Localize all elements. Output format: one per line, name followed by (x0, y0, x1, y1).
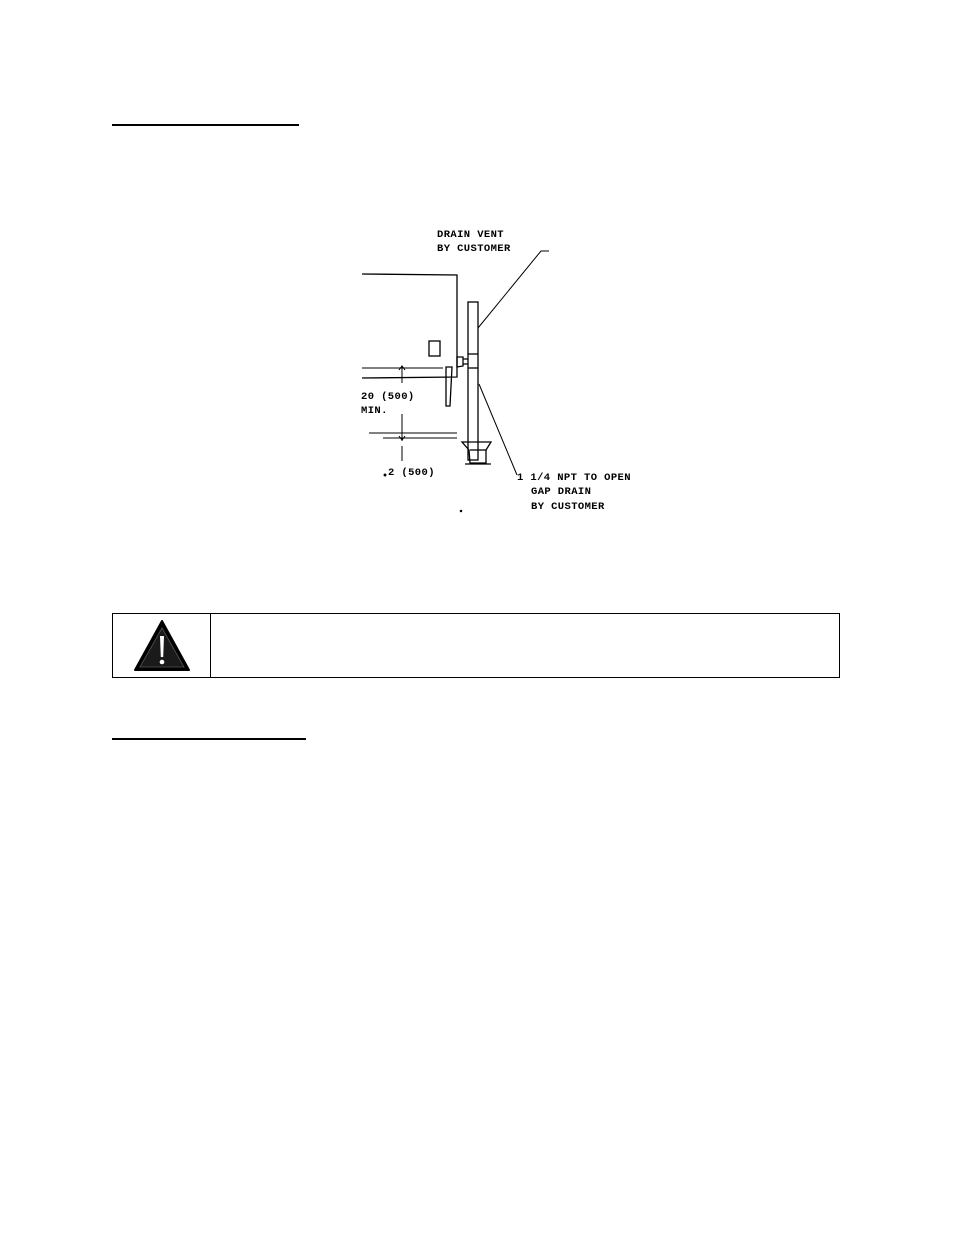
section-heading-underline-2 (112, 738, 306, 740)
label-dimension-min: MIN. (361, 405, 388, 417)
label-drain-line3: BY CUSTOMER (531, 501, 605, 513)
vertical-drain-pipe (468, 302, 478, 460)
label-dimension-2: 2 (500) (388, 467, 435, 479)
label-drain-line2: GAP DRAIN (531, 486, 592, 498)
drain-installation-diagram (355, 218, 655, 518)
warning-message (211, 614, 839, 677)
warning-triangle-icon (133, 619, 191, 673)
appliance-knob (429, 341, 440, 356)
section-heading-underline-1 (112, 124, 299, 126)
warning-box (112, 613, 840, 678)
appliance-body-outline (362, 274, 457, 378)
label-dimension-20: 20 (500) (361, 391, 415, 403)
drip-nozzle (446, 367, 452, 406)
label-drain-line1: 1 1/4 NPT TO OPEN (517, 472, 631, 484)
label-drain-vent-line1: DRAIN VENT (437, 229, 505, 241)
outlet-stub (457, 357, 463, 367)
leader-drain-vent (478, 251, 549, 328)
label-drain-vent-line2: BY CUSTOMER (437, 243, 511, 255)
leader-drain (479, 384, 517, 475)
warning-icon-cell (113, 614, 211, 677)
